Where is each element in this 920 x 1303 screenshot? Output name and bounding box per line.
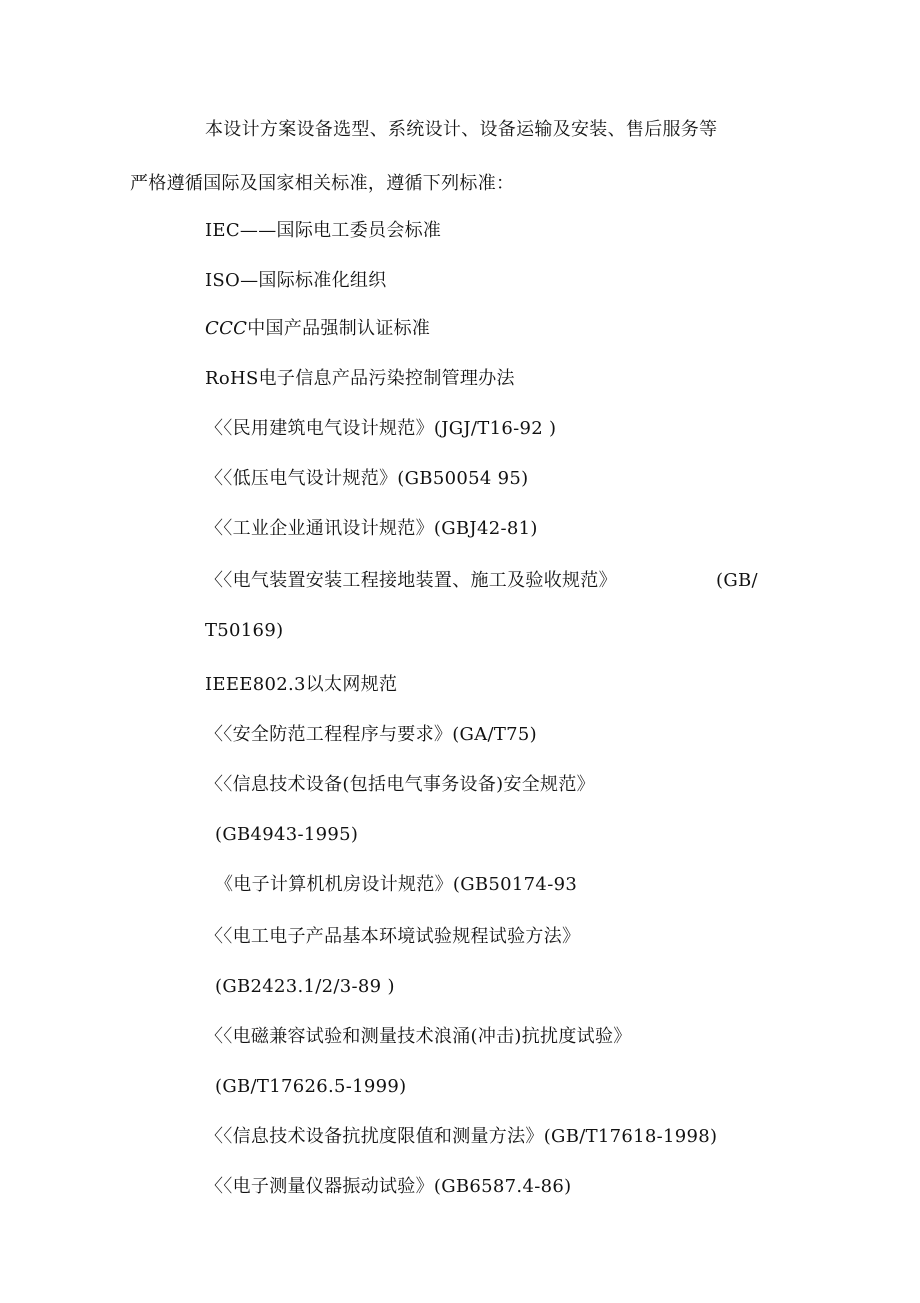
standard-iso: ISO—国际标准化组织 xyxy=(205,270,387,291)
standard-it-safety: 〈〈信息技术设备(包括电气事务设备)安全规范》 xyxy=(205,774,595,795)
standard-ccc xyxy=(205,317,430,341)
ccc-text: 中国产品强制认证标准 xyxy=(247,318,431,339)
standard-grounding-code-end: T50169) xyxy=(205,620,284,641)
standard-rohs: RoHS电子信息产品污染控制管理办法 xyxy=(205,368,515,389)
standard-grounding: 〈〈电气装置安装工程接地装置、施工及验收规范》 xyxy=(205,570,617,591)
ccc-prefix: CCC xyxy=(205,318,248,339)
intro-line-1: 本设计方案设备选型、系统设计、设备运输及安装、售后服务等 xyxy=(205,119,718,140)
standard-gb50054: 〈〈低压电气设计规范》(GB50054 95) xyxy=(205,468,529,489)
standard-gb50174: 《电子计算机机房设计规范》(GB50174-93 xyxy=(215,874,578,895)
standard-env-test: 〈〈电工电子产品基本环境试验规程试验方法》 xyxy=(205,926,581,947)
standard-gb6587: 〈〈电子测量仪器振动试验》(GB6587.4-86) xyxy=(205,1176,572,1197)
standard-gb4943: (GB4943-1995) xyxy=(215,824,359,845)
standard-gb2423: (GB2423.1/2/3-89 ) xyxy=(215,976,395,997)
standard-gb-t17618: 〈〈信息技术设备抗扰度限值和测量方法》(GB/T17618-1998) xyxy=(205,1126,718,1147)
intro-line-2: 严格遵循国际及国家相关标准，遵循下列标准： xyxy=(130,173,515,194)
standard-ga-t75: 〈〈安全防范工程程序与要求》(GA/T75) xyxy=(205,724,537,745)
standard-gbj42: 〈〈工业企业通讯设计规范》(GBJ42-81) xyxy=(205,518,538,539)
standard-grounding-code-start: (GB/ xyxy=(716,570,758,591)
standard-gb-t17626: (GB/T17626.5-1999) xyxy=(215,1076,407,1097)
standard-iec: IEC——国际电工委员会标准 xyxy=(205,220,442,241)
standard-emc-surge: 〈〈电磁兼容试验和测量技术浪涌(冲击)抗扰度试验》 xyxy=(205,1026,632,1047)
standard-ieee8023: IEEE802.3以太网规范 xyxy=(205,674,398,695)
standard-jgj-t16: 〈〈民用建筑电气设计规范》(JGJ/T16-92 ) xyxy=(205,418,557,439)
